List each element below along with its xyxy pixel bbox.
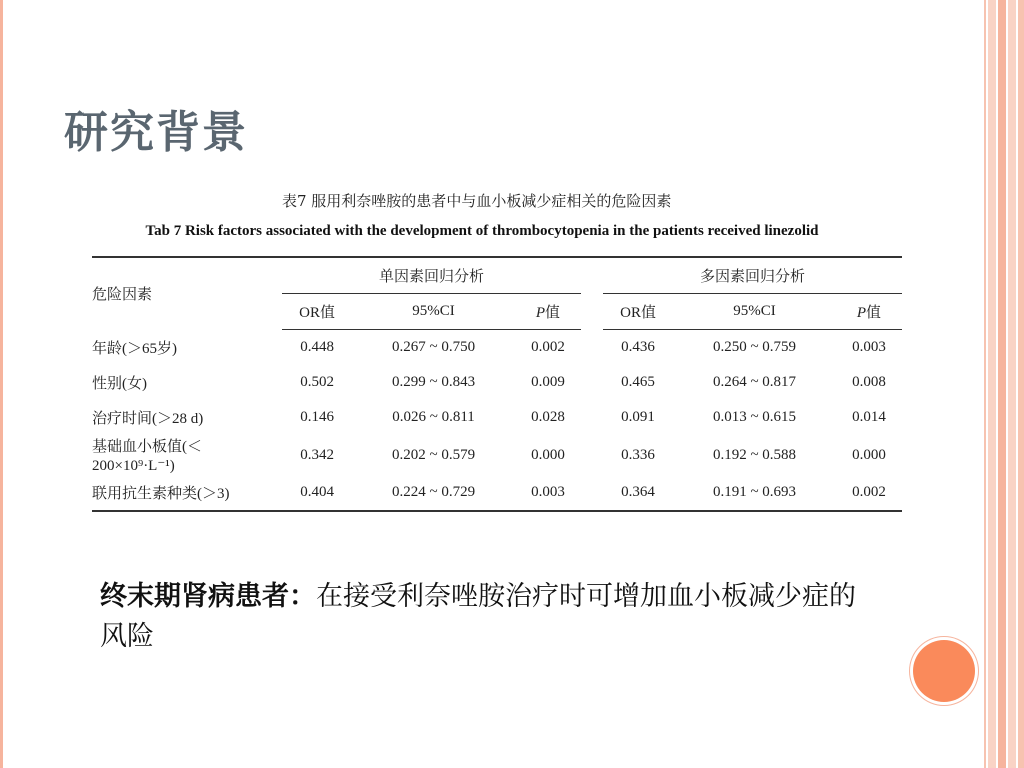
- table-row: 联用抗生素种类(＞3) 0.404 0.224 ~ 0.729 0.003 0.364 0.191 ~ 0.693 0.002: [92, 475, 902, 511]
- header-or-1: OR值: [282, 294, 352, 330]
- conclusion-note: [100, 577, 880, 657]
- table-row: 年龄(＞65岁) 0.448 0.267 ~ 0.750 0.002 0.436 0.250 ~ 0.759 0.003: [92, 339, 886, 357]
- conclusion-text: 在接受利奈唑胺治疗时可增加血小板减少症的风险: [100, 581, 856, 652]
- header-p-1: P值: [515, 294, 581, 330]
- risk-factor-table-figure: [92, 190, 902, 512]
- header-ci-2: 95%CI: [673, 294, 836, 330]
- table-caption-en: Tab 7 Risk factors associated with the development of thrombocytopenia in the patients received linezolid: [145, 223, 819, 239]
- table-caption-cn: 表7 服用利奈唑胺的患者中与血小板减少症相关的危险因素: [282, 192, 672, 210]
- header-multivariate: 多因素回归分析: [603, 257, 902, 294]
- decorative-orange-circle: [913, 640, 975, 702]
- header-or-2: OR值: [603, 294, 673, 330]
- slide-left-border: [0, 0, 3, 768]
- table-row: 性别(女) 0.502 0.299 ~ 0.843 0.009 0.465 0.264 ~ 0.817 0.008: [92, 374, 886, 392]
- header-ci-1: 95%CI: [352, 294, 515, 330]
- header-factor: 危险因素: [92, 257, 282, 330]
- decorative-right-stripes: [980, 0, 1024, 768]
- header-univariate: 单因素回归分析: [282, 257, 581, 294]
- table-row: 基础血小板值(＜200×10⁹·L⁻¹) 0.342 0.202 ~ 0.579 0.000 0.336 0.192 ~ 0.588 0.000: [92, 439, 886, 474]
- risk-factor-table: [92, 256, 902, 512]
- slide-title: 研究背景: [64, 107, 248, 158]
- header-p-2: P值: [836, 294, 902, 330]
- table-row: 治疗时间(＞28 d) 0.146 0.026 ~ 0.811 0.028 0.091 0.013 ~ 0.615 0.014: [92, 409, 886, 427]
- conclusion-label: 终末期肾病患者：: [100, 581, 316, 612]
